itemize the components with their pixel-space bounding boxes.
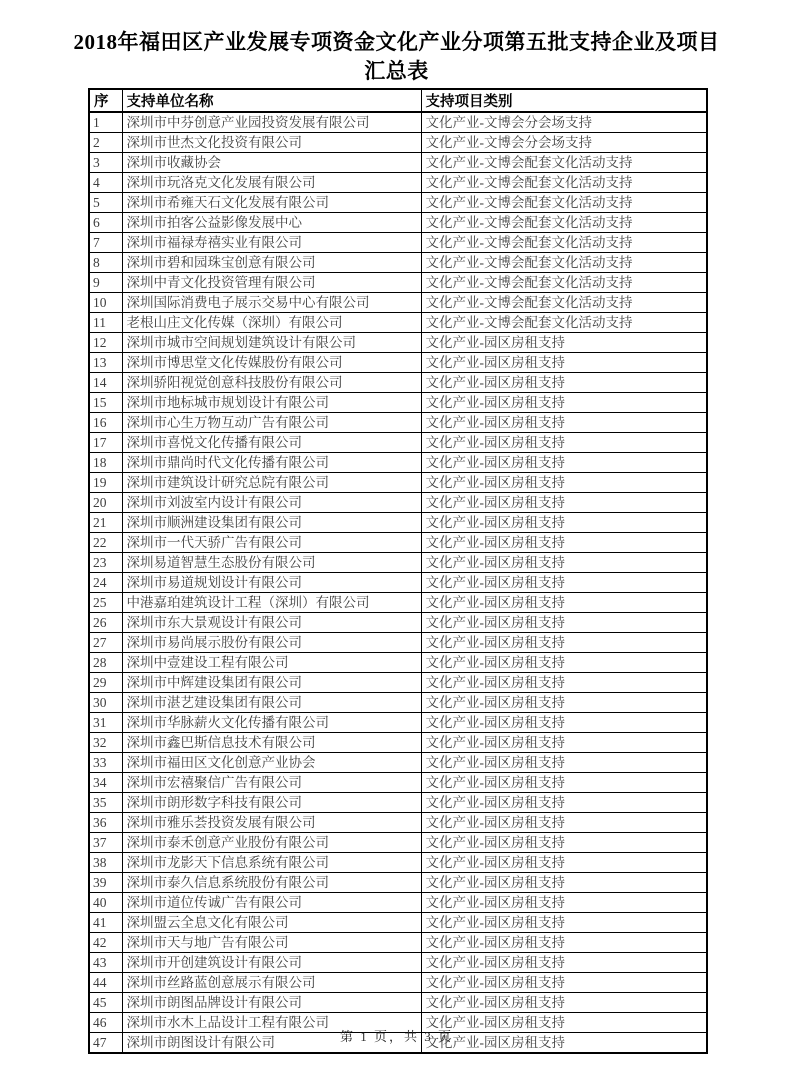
row-number-cell: 11 [89, 313, 122, 333]
table-row [89, 193, 707, 213]
company-name-cell: 老根山庄文化传媒（深圳）有限公司 [122, 313, 421, 333]
company-name-cell: 深圳市世杰文化投资有限公司 [122, 133, 421, 153]
table-row [89, 913, 707, 933]
project-category-cell: 文化产业-园区房租支持 [421, 953, 707, 973]
company-name-cell: 深圳盟云全息文化有限公司 [122, 913, 421, 933]
table-row [89, 173, 707, 193]
company-name-cell: 深圳市易道规划设计有限公司 [122, 573, 421, 593]
project-category-cell: 文化产业-园区房租支持 [421, 833, 707, 853]
row-number-cell: 30 [89, 693, 122, 713]
project-category-cell: 文化产业-园区房租支持 [421, 673, 707, 693]
project-category-cell: 文化产业-园区房租支持 [421, 693, 707, 713]
row-number-cell: 16 [89, 413, 122, 433]
project-category-cell: 文化产业-园区房租支持 [421, 773, 707, 793]
row-number-cell: 29 [89, 673, 122, 693]
company-name-cell: 深圳易道智慧生态股份有限公司 [122, 553, 421, 573]
row-number-cell: 37 [89, 833, 122, 853]
row-number-cell: 31 [89, 713, 122, 733]
table-row [89, 293, 707, 313]
project-category-cell: 文化产业-园区房租支持 [421, 513, 707, 533]
row-number-cell: 4 [89, 173, 122, 193]
table-row [89, 153, 707, 173]
row-number-cell: 32 [89, 733, 122, 753]
table-row [89, 733, 707, 753]
project-category-cell: 文化产业-文博会配套文化活动支持 [421, 253, 707, 273]
project-category-cell: 文化产业-文博会配套文化活动支持 [421, 153, 707, 173]
table-row [89, 793, 707, 813]
company-name-cell: 深圳市拍客公益影像发展中心 [122, 213, 421, 233]
company-name-cell: 深圳市朗图设计有限公司 [122, 1033, 421, 1054]
table-row [89, 713, 707, 733]
company-name-cell: 深圳国际消费电子展示交易中心有限公司 [122, 293, 421, 313]
project-category-cell: 文化产业-文博会配套文化活动支持 [421, 233, 707, 253]
project-category-cell: 文化产业-园区房租支持 [421, 713, 707, 733]
project-category-cell: 文化产业-园区房租支持 [421, 933, 707, 953]
table-row [89, 453, 707, 473]
support-summary-table [88, 88, 708, 1054]
table-row [89, 473, 707, 493]
table-row [89, 213, 707, 233]
company-name-cell: 深圳市喜悦文化传播有限公司 [122, 433, 421, 453]
row-number-cell: 38 [89, 853, 122, 873]
row-number-cell: 41 [89, 913, 122, 933]
company-name-cell: 深圳市地标城市规划设计有限公司 [122, 393, 421, 413]
project-category-cell: 文化产业-园区房租支持 [421, 873, 707, 893]
project-category-cell: 文化产业-文博会配套文化活动支持 [421, 173, 707, 193]
company-name-cell: 深圳市朗图品牌设计有限公司 [122, 993, 421, 1013]
project-category-cell: 文化产业-园区房租支持 [421, 973, 707, 993]
page-title: 2018年福田区产业发展专项资金文化产业分项第五批支持企业及项目汇总表 [73, 30, 720, 83]
table-row [89, 333, 707, 353]
project-category-cell: 文化产业-园区房租支持 [421, 453, 707, 473]
company-name-cell: 深圳市中辉建设集团有限公司 [122, 673, 421, 693]
company-name-cell: 深圳中青文化投资管理有限公司 [122, 273, 421, 293]
company-name-cell: 深圳市收藏协会 [122, 153, 421, 173]
table-row [89, 653, 707, 673]
row-number-cell: 21 [89, 513, 122, 533]
table-row [89, 813, 707, 833]
row-number-cell: 28 [89, 653, 122, 673]
project-category-cell: 文化产业-园区房租支持 [421, 753, 707, 773]
table-row [89, 593, 707, 613]
table-row [89, 393, 707, 413]
project-category-cell: 文化产业-文博会分会场支持 [421, 133, 707, 153]
company-name-cell: 深圳市顺洲建设集团有限公司 [122, 513, 421, 533]
company-name-cell: 深圳市鑫巴斯信息技术有限公司 [122, 733, 421, 753]
company-name-cell: 深圳市碧和园珠宝创意有限公司 [122, 253, 421, 273]
project-category-cell: 文化产业-园区房租支持 [421, 393, 707, 413]
company-name-cell: 深圳市湛艺建设集团有限公司 [122, 693, 421, 713]
header-company-name: 支持单位名称 [122, 89, 421, 112]
project-category-cell: 文化产业-园区房租支持 [421, 333, 707, 353]
project-category-cell: 文化产业-文博会配套文化活动支持 [421, 313, 707, 333]
company-name-cell: 深圳市开创建筑设计有限公司 [122, 953, 421, 973]
row-number-cell: 17 [89, 433, 122, 453]
row-number-cell: 5 [89, 193, 122, 213]
company-name-cell: 深圳市玩洛克文化发展有限公司 [122, 173, 421, 193]
header-序: 序 [89, 89, 122, 112]
table-row [89, 873, 707, 893]
table-row [89, 493, 707, 513]
table-row [89, 413, 707, 433]
row-number-cell: 46 [89, 1013, 122, 1033]
table-row [89, 773, 707, 793]
project-category-cell: 文化产业-园区房租支持 [421, 493, 707, 513]
company-name-cell: 深圳市鼎尚时代文化传播有限公司 [122, 453, 421, 473]
row-number-cell: 2 [89, 133, 122, 153]
project-category-cell: 文化产业-文博会配套文化活动支持 [421, 213, 707, 233]
project-category-cell: 文化产业-园区房租支持 [421, 353, 707, 373]
row-number-cell: 26 [89, 613, 122, 633]
row-number-cell: 14 [89, 373, 122, 393]
table-row [89, 353, 707, 373]
company-name-cell: 深圳市华脉薪火文化传播有限公司 [122, 713, 421, 733]
project-category-cell: 文化产业-园区房租支持 [421, 653, 707, 673]
project-category-cell: 文化产业-园区房租支持 [421, 533, 707, 553]
row-number-cell: 47 [89, 1033, 122, 1054]
company-name-cell: 深圳市易尚展示股份有限公司 [122, 633, 421, 653]
company-name-cell: 深圳市泰禾创意产业股份有限公司 [122, 833, 421, 853]
row-number-cell: 10 [89, 293, 122, 313]
project-category-cell: 文化产业-园区房租支持 [421, 913, 707, 933]
row-number-cell: 36 [89, 813, 122, 833]
table-row [89, 133, 707, 153]
company-name-cell: 深圳骄阳视觉创意科技股份有限公司 [122, 373, 421, 393]
project-category-cell: 文化产业-园区房租支持 [421, 473, 707, 493]
project-category-cell: 文化产业-文博会分会场支持 [421, 112, 707, 133]
row-number-cell: 35 [89, 793, 122, 813]
row-number-cell: 39 [89, 873, 122, 893]
company-name-cell: 深圳市丝路蓝创意展示有限公司 [122, 973, 421, 993]
row-number-cell: 22 [89, 533, 122, 553]
row-number-cell: 18 [89, 453, 122, 473]
project-category-cell: 文化产业-园区房租支持 [421, 613, 707, 633]
row-number-cell: 8 [89, 253, 122, 273]
table-row [89, 233, 707, 253]
project-category-cell: 文化产业-园区房租支持 [421, 893, 707, 913]
project-category-cell: 文化产业-园区房租支持 [421, 733, 707, 753]
row-number-cell: 6 [89, 213, 122, 233]
company-name-cell: 深圳市刘波室内设计有限公司 [122, 493, 421, 513]
row-number-cell: 40 [89, 893, 122, 913]
table-row [89, 993, 707, 1013]
table-row [89, 253, 707, 273]
table-row [89, 933, 707, 953]
project-category-cell: 文化产业-园区房租支持 [421, 853, 707, 873]
company-name-cell: 深圳市泰久信息系统股份有限公司 [122, 873, 421, 893]
company-name-cell: 深圳市中芬创意产业园投资发展有限公司 [122, 112, 421, 133]
row-number-cell: 1 [89, 112, 122, 133]
project-category-cell: 文化产业-园区房租支持 [421, 813, 707, 833]
company-name-cell: 深圳市东大景观设计有限公司 [122, 613, 421, 633]
row-number-cell: 24 [89, 573, 122, 593]
table-row [89, 833, 707, 853]
company-name-cell: 中港嘉珀建筑设计工程（深圳）有限公司 [122, 593, 421, 613]
project-category-cell: 文化产业-园区房租支持 [421, 373, 707, 393]
company-name-cell: 深圳市宏禧聚信广告有限公司 [122, 773, 421, 793]
project-category-cell: 文化产业-园区房租支持 [421, 553, 707, 573]
company-name-cell: 深圳市一代天骄广告有限公司 [122, 533, 421, 553]
project-category-cell: 文化产业-园区房租支持 [421, 993, 707, 1013]
company-name-cell: 深圳市水木上品设计工程有限公司 [122, 1013, 421, 1033]
table-row [89, 853, 707, 873]
table-row [89, 433, 707, 453]
table-row [89, 953, 707, 973]
table-row [89, 973, 707, 993]
table-row [89, 633, 707, 653]
project-category-cell: 文化产业-园区房租支持 [421, 593, 707, 613]
table-body [89, 112, 707, 1053]
project-category-cell: 文化产业-园区房租支持 [421, 1013, 707, 1033]
header-project-category: 支持项目类别 [421, 89, 707, 112]
company-name-cell: 深圳市朗形数字科技有限公司 [122, 793, 421, 813]
company-name-cell: 深圳市城市空间规划建筑设计有限公司 [122, 333, 421, 353]
table-row [89, 613, 707, 633]
company-name-cell: 深圳市博思堂文化传媒股份有限公司 [122, 353, 421, 373]
company-name-cell: 深圳市福禄寿禧实业有限公司 [122, 233, 421, 253]
table-row [89, 373, 707, 393]
table-row [89, 313, 707, 333]
row-number-cell: 13 [89, 353, 122, 373]
row-number-cell: 27 [89, 633, 122, 653]
table-row [89, 513, 707, 533]
table-row [89, 893, 707, 913]
company-name-cell: 深圳市龙影天下信息系统有限公司 [122, 853, 421, 873]
table-row [89, 693, 707, 713]
company-name-cell: 深圳市福田区文化创意产业协会 [122, 753, 421, 773]
project-category-cell: 文化产业-园区房租支持 [421, 1033, 707, 1054]
row-number-cell: 20 [89, 493, 122, 513]
company-name-cell: 深圳市天与地广告有限公司 [122, 933, 421, 953]
company-name-cell: 深圳市建筑设计研究总院有限公司 [122, 473, 421, 493]
row-number-cell: 12 [89, 333, 122, 353]
company-name-cell: 深圳市希雍天石文化发展有限公司 [122, 193, 421, 213]
row-number-cell: 3 [89, 153, 122, 173]
table-row [89, 273, 707, 293]
row-number-cell: 19 [89, 473, 122, 493]
row-number-cell: 23 [89, 553, 122, 573]
row-number-cell: 15 [89, 393, 122, 413]
row-number-cell: 45 [89, 993, 122, 1013]
row-number-cell: 42 [89, 933, 122, 953]
project-category-cell: 文化产业-园区房租支持 [421, 633, 707, 653]
table-row [89, 533, 707, 553]
project-category-cell: 文化产业-文博会配套文化活动支持 [421, 193, 707, 213]
header-row [89, 89, 707, 112]
row-number-cell: 33 [89, 753, 122, 773]
company-name-cell: 深圳市道位传诚广告有限公司 [122, 893, 421, 913]
page-number-footer: 第 1 页，共 3 页 [339, 1029, 453, 1044]
project-category-cell: 文化产业-文博会配套文化活动支持 [421, 293, 707, 313]
row-number-cell: 25 [89, 593, 122, 613]
row-number-cell: 44 [89, 973, 122, 993]
company-name-cell: 深圳市雅乐荟投资发展有限公司 [122, 813, 421, 833]
table-header [89, 89, 707, 112]
project-category-cell: 文化产业-园区房租支持 [421, 413, 707, 433]
company-name-cell: 深圳中壹建设工程有限公司 [122, 653, 421, 673]
project-category-cell: 文化产业-园区房租支持 [421, 793, 707, 813]
project-category-cell: 文化产业-园区房租支持 [421, 433, 707, 453]
table-row [89, 553, 707, 573]
table-row [89, 753, 707, 773]
table-row [89, 673, 707, 693]
table-row [89, 573, 707, 593]
row-number-cell: 9 [89, 273, 122, 293]
table-row [89, 112, 707, 133]
row-number-cell: 7 [89, 233, 122, 253]
company-name-cell: 深圳市心生万物互动广告有限公司 [122, 413, 421, 433]
project-category-cell: 文化产业-园区房租支持 [421, 573, 707, 593]
row-number-cell: 34 [89, 773, 122, 793]
row-number-cell: 43 [89, 953, 122, 973]
project-category-cell: 文化产业-文博会配套文化活动支持 [421, 273, 707, 293]
